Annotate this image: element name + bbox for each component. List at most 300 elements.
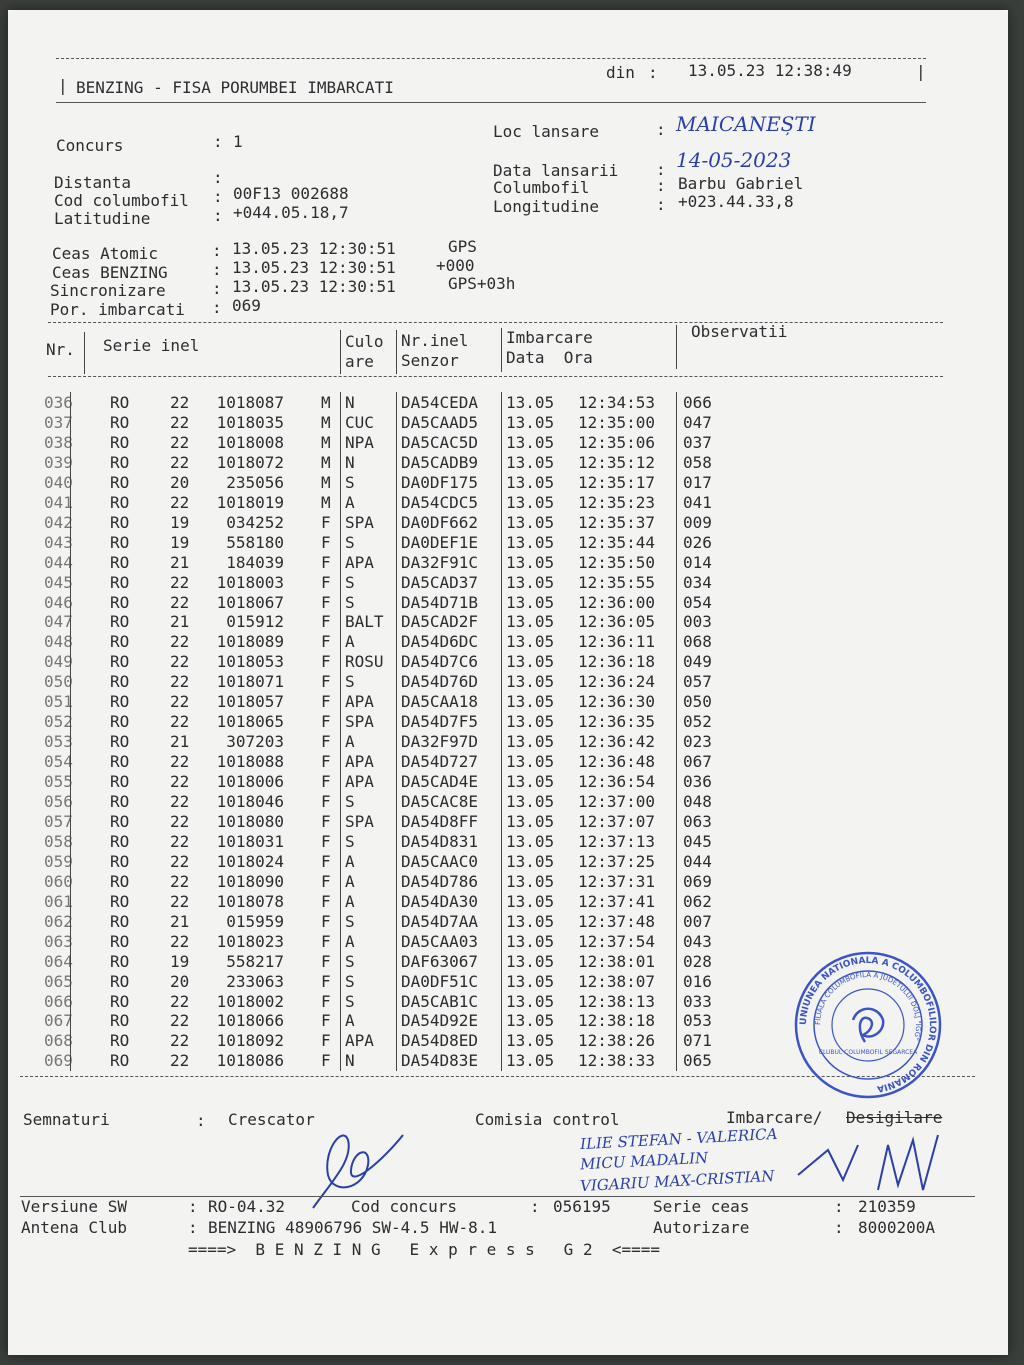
column-rule xyxy=(396,771,397,792)
column-rule xyxy=(676,951,677,972)
column-rule xyxy=(676,931,677,952)
column-rule xyxy=(340,1030,341,1051)
cell-sex: M xyxy=(321,432,331,452)
column-rule xyxy=(396,711,397,732)
cell-inel: 1018089 xyxy=(216,632,284,652)
columbofil-colon: : xyxy=(656,176,666,195)
column-rule xyxy=(501,631,502,652)
cell-inel: 1018008 xyxy=(216,432,284,452)
column-rule xyxy=(676,452,677,473)
column-rule xyxy=(70,871,71,892)
table-row xyxy=(8,692,1008,712)
column-rule xyxy=(396,751,397,772)
column-rule xyxy=(340,552,341,573)
column-rule xyxy=(501,532,502,553)
cell-senzor: DA5CAD4E xyxy=(401,772,479,792)
handwritten-name-3: VIGARIU MAX-CRISTIAN xyxy=(579,1166,775,1196)
cell-ora: 12:37:25 xyxy=(578,851,656,871)
commission-signatures xyxy=(788,1130,948,1200)
column-rule xyxy=(676,711,677,732)
cell-inel: 1018072 xyxy=(216,452,284,472)
cell-culoare: S xyxy=(345,951,355,971)
crescator-label: Crescator xyxy=(228,1110,315,1129)
column-rule xyxy=(501,731,502,752)
cell-inel: 1018066 xyxy=(216,1011,284,1031)
table-row xyxy=(8,732,1008,752)
cell-an: 22 xyxy=(170,752,190,772)
cell-ora: 12:36:35 xyxy=(578,712,656,732)
cell-data: 13.05 xyxy=(506,792,555,811)
loc-lansare-label: Loc lansare xyxy=(493,122,599,141)
cell-sex: F xyxy=(321,592,331,612)
column-rule xyxy=(501,711,502,732)
column-rule xyxy=(676,1050,677,1071)
column-rule xyxy=(501,1010,502,1031)
column-rule xyxy=(70,831,71,852)
cell-data: 13.05 xyxy=(506,971,555,991)
cell-sex: F xyxy=(321,772,331,792)
cell-tara: RO xyxy=(110,1031,130,1051)
cell-observatii: 016 xyxy=(683,971,712,991)
cell-observatii: 047 xyxy=(683,412,712,432)
column-rule xyxy=(70,1050,71,1071)
cell-inel: 1018024 xyxy=(216,851,284,871)
cell-senzor: DA0DF175 xyxy=(401,472,479,492)
cell-ora: 12:36:05 xyxy=(578,612,656,632)
cell-data: 13.05 xyxy=(506,592,555,612)
column-rule xyxy=(501,572,502,593)
header-left-bar: | xyxy=(58,76,68,95)
top-dashed-line xyxy=(56,58,926,59)
cell-inel: 1018023 xyxy=(216,931,284,951)
cell-tara: RO xyxy=(110,632,130,652)
cell-data: 13.05 xyxy=(506,991,555,1011)
cell-senzor: DA5CAD2F xyxy=(401,612,479,632)
cell-culoare: APA xyxy=(345,692,374,712)
distanta-colon: : xyxy=(213,168,223,187)
cell-culoare: N xyxy=(345,452,355,472)
column-rule xyxy=(70,392,71,413)
column-rule xyxy=(70,492,71,513)
cell-ora: 12:35:44 xyxy=(578,532,656,552)
latitudine-label: Latitudine xyxy=(54,209,151,228)
column-rule xyxy=(676,991,677,1012)
cell-sex: F xyxy=(321,552,331,572)
cell-culoare: S xyxy=(345,532,355,552)
comisia-control-label: Comisia control xyxy=(475,1110,620,1129)
column-rule xyxy=(676,811,677,832)
cell-nr: 048 xyxy=(44,632,73,652)
cell-culoare: S xyxy=(345,991,355,1011)
cell-nr: 063 xyxy=(44,931,73,951)
document-page xyxy=(8,10,1008,1355)
column-rule xyxy=(396,811,397,832)
column-rule xyxy=(340,1010,341,1031)
cell-sex: F xyxy=(321,811,331,831)
cell-an: 19 xyxy=(170,512,190,532)
cell-sex: M xyxy=(321,492,331,512)
cell-nr: 060 xyxy=(44,871,73,891)
cell-an: 22 xyxy=(170,1011,190,1031)
club-stamp xyxy=(793,950,943,1100)
cell-observatii: 065 xyxy=(683,1051,712,1071)
column-rule xyxy=(676,512,677,533)
cell-sex: F xyxy=(321,1031,331,1051)
cell-inel: 1018092 xyxy=(216,1031,284,1051)
cell-nr: 039 xyxy=(44,452,73,472)
cell-an: 22 xyxy=(170,592,190,612)
serie-ceas-value: 210359 xyxy=(858,1197,916,1216)
cell-culoare: N xyxy=(345,393,355,412)
cell-ora: 12:35:06 xyxy=(578,432,656,452)
column-rule xyxy=(70,592,71,613)
cell-ora: 12:35:17 xyxy=(578,472,656,492)
table-top-dashed-line xyxy=(48,322,943,323)
column-rule xyxy=(70,951,71,972)
cell-senzor: DA54D7AA xyxy=(401,911,479,931)
column-rule xyxy=(501,871,502,892)
cell-tara: RO xyxy=(110,572,130,592)
cell-sex: F xyxy=(321,692,331,712)
cell-data: 13.05 xyxy=(506,472,555,492)
col-header-imbarcare-1: Imbarcare xyxy=(506,328,593,347)
cell-observatii: 036 xyxy=(683,772,712,792)
cell-data: 13.05 xyxy=(506,692,555,712)
cell-ora: 12:36:00 xyxy=(578,592,656,612)
cell-culoare: S xyxy=(345,831,355,851)
cell-culoare: APA xyxy=(345,772,374,792)
stamp-inner-text: FILIALA COLUMBOFILA A JUDETULUI DOLJ "IGG" xyxy=(813,970,923,1042)
column-rule xyxy=(340,711,341,732)
cell-senzor: DA5CAC5D xyxy=(401,432,479,452)
column-rule xyxy=(676,851,677,872)
sincronizare-value: 13.05.23 12:30:51 xyxy=(232,277,396,296)
cell-data: 13.05 xyxy=(506,672,555,692)
cell-observatii: 062 xyxy=(683,891,712,911)
header-colon: : xyxy=(648,63,658,82)
table-row xyxy=(8,593,1008,613)
cell-observatii: 069 xyxy=(683,871,712,891)
column-rule xyxy=(396,412,397,433)
cell-senzor: DA54D92E xyxy=(401,1011,479,1031)
table-row xyxy=(8,632,1008,652)
ceas-benzing-label: Ceas BENZING xyxy=(52,263,168,282)
cell-observatii: 054 xyxy=(683,592,712,612)
column-rule xyxy=(501,1030,502,1051)
cell-culoare: NPA xyxy=(345,432,374,452)
table-row xyxy=(8,393,1008,413)
cell-ora: 12:36:30 xyxy=(578,692,656,712)
column-rule xyxy=(396,552,397,573)
cell-an: 22 xyxy=(170,692,190,712)
imbarcare-label: Imbarcare/ xyxy=(726,1108,823,1127)
column-rule xyxy=(396,432,397,453)
cell-nr: 053 xyxy=(44,732,73,752)
column-rule xyxy=(70,731,71,752)
cell-sex: F xyxy=(321,732,331,752)
cell-nr: 043 xyxy=(44,532,73,552)
cell-an: 21 xyxy=(170,732,190,752)
column-rule xyxy=(676,572,677,593)
cell-observatii: 048 xyxy=(683,792,712,811)
column-rule xyxy=(501,512,502,533)
cell-tara: RO xyxy=(110,652,130,672)
column-rule xyxy=(340,492,341,513)
column-rule xyxy=(501,611,502,632)
column-rule xyxy=(340,631,341,652)
column-rule xyxy=(501,851,502,872)
column-rule xyxy=(501,991,502,1012)
column-rule xyxy=(70,432,71,453)
column-rule xyxy=(396,911,397,932)
cell-sex: F xyxy=(321,971,331,991)
cell-data: 13.05 xyxy=(506,632,555,652)
handwritten-name-1: ILIE STEFAN - VALERICA xyxy=(579,1124,778,1154)
cell-culoare: SPA xyxy=(345,512,374,532)
cell-tara: RO xyxy=(110,851,130,871)
cell-nr: 062 xyxy=(44,911,73,931)
ceas-benzing-extra: +000 xyxy=(436,256,475,275)
cell-nr: 036 xyxy=(44,393,73,412)
column-rule xyxy=(340,811,341,832)
cell-senzor: DA5CAAD5 xyxy=(401,412,479,432)
cell-an: 22 xyxy=(170,871,190,891)
cell-nr: 069 xyxy=(44,1051,73,1071)
cell-observatii: 067 xyxy=(683,752,712,772)
cell-observatii: 053 xyxy=(683,1011,712,1031)
cell-sex: F xyxy=(321,572,331,592)
cell-inel: 1018035 xyxy=(216,412,284,432)
column-rule xyxy=(501,671,502,692)
cell-sex: F xyxy=(321,672,331,692)
table-row xyxy=(8,513,1008,533)
header-divider xyxy=(84,332,85,374)
cell-sex: M xyxy=(321,393,331,412)
table-row xyxy=(8,612,1008,632)
cell-nr: 058 xyxy=(44,831,73,851)
column-rule xyxy=(501,951,502,972)
column-rule xyxy=(396,951,397,972)
header-bottom-dashed-line xyxy=(48,376,943,377)
cell-ora: 12:36:18 xyxy=(578,652,656,672)
cell-sex: F xyxy=(321,512,331,532)
cell-an: 22 xyxy=(170,572,190,592)
cell-sex: F xyxy=(321,1011,331,1031)
column-rule xyxy=(70,911,71,932)
cell-senzor: DA54D727 xyxy=(401,752,479,772)
cell-senzor: DA54D71B xyxy=(401,592,479,612)
cell-inel: 1018088 xyxy=(216,752,284,772)
cell-inel: 1018046 xyxy=(216,792,284,811)
cell-observatii: 003 xyxy=(683,612,712,632)
header-right-bar: | xyxy=(916,62,926,81)
cell-nr: 068 xyxy=(44,1031,73,1051)
cell-senzor: DA0DF662 xyxy=(401,512,479,532)
cell-senzor: DA5CAAC0 xyxy=(401,851,479,871)
cell-inel: 1018053 xyxy=(216,652,284,672)
cell-an: 20 xyxy=(170,472,190,492)
cell-culoare: S xyxy=(345,572,355,592)
cell-nr: 065 xyxy=(44,971,73,991)
latitudine-value: +044.05.18,7 xyxy=(233,203,349,222)
cell-nr: 047 xyxy=(44,612,73,632)
column-rule xyxy=(70,452,71,473)
cell-tara: RO xyxy=(110,752,130,772)
column-rule xyxy=(676,432,677,453)
cell-senzor: DA54D8ED xyxy=(401,1031,479,1051)
cell-observatii: 037 xyxy=(683,432,712,452)
cell-data: 13.05 xyxy=(506,452,555,472)
cod-columbofil-label: Cod columbofil xyxy=(54,191,189,210)
column-rule xyxy=(70,552,71,573)
cell-sex: M xyxy=(321,452,331,472)
cell-inel: 558180 xyxy=(226,532,284,552)
cell-ora: 12:37:54 xyxy=(578,931,656,951)
column-rule xyxy=(70,631,71,652)
cell-nr: 064 xyxy=(44,951,73,971)
column-rule xyxy=(396,691,397,712)
por-imbarcati-value: 069 xyxy=(232,296,261,315)
column-rule xyxy=(70,472,71,493)
column-rule xyxy=(676,651,677,672)
cell-senzor: DA0DF51C xyxy=(401,971,479,991)
column-rule xyxy=(396,532,397,553)
cell-senzor: DA54DA30 xyxy=(401,891,479,911)
cell-tara: RO xyxy=(110,732,130,752)
column-rule xyxy=(676,891,677,912)
cell-data: 13.05 xyxy=(506,432,555,452)
cell-sex: F xyxy=(321,652,331,672)
cell-observatii: 071 xyxy=(683,1031,712,1051)
concurs-value: 1 xyxy=(233,132,243,151)
table-row xyxy=(8,453,1008,473)
cell-culoare: A xyxy=(345,732,355,752)
cell-an: 22 xyxy=(170,452,190,472)
cell-ora: 12:37:48 xyxy=(578,911,656,931)
cell-tara: RO xyxy=(110,592,130,612)
cell-tara: RO xyxy=(110,1051,130,1071)
cell-inel: 233063 xyxy=(226,971,284,991)
column-rule xyxy=(340,532,341,553)
cell-data: 13.05 xyxy=(506,951,555,971)
column-rule xyxy=(340,911,341,932)
cell-senzor: DA54D6DC xyxy=(401,632,479,652)
cell-inel: 184039 xyxy=(226,552,284,572)
cell-tara: RO xyxy=(110,432,130,452)
cell-observatii: 044 xyxy=(683,851,712,871)
cell-ora: 12:35:23 xyxy=(578,492,656,512)
column-rule xyxy=(70,1010,71,1031)
cell-sex: F xyxy=(321,1051,331,1071)
loc-colon: : xyxy=(656,120,666,139)
cell-culoare: A xyxy=(345,1011,355,1031)
table-row xyxy=(8,852,1008,872)
cell-an: 22 xyxy=(170,712,190,732)
column-rule xyxy=(676,911,677,932)
column-rule xyxy=(70,991,71,1012)
column-rule xyxy=(340,472,341,493)
cell-culoare: APA xyxy=(345,752,374,772)
cell-senzor: DA5CAA18 xyxy=(401,692,479,712)
cell-tara: RO xyxy=(110,911,130,931)
column-rule xyxy=(501,472,502,493)
cell-an: 22 xyxy=(170,412,190,432)
header-divider xyxy=(396,330,397,374)
cell-an: 22 xyxy=(170,792,190,811)
cell-ora: 12:35:12 xyxy=(578,452,656,472)
cell-data: 13.05 xyxy=(506,612,555,632)
column-rule xyxy=(70,691,71,712)
column-rule xyxy=(340,791,341,812)
cell-culoare: S xyxy=(345,911,355,931)
table-row xyxy=(8,772,1008,792)
cell-sex: F xyxy=(321,871,331,891)
cell-senzor: DA54D7F5 xyxy=(401,712,479,732)
column-rule xyxy=(396,991,397,1012)
cod-columbofil-value: 00F13 002688 xyxy=(233,184,349,203)
column-rule xyxy=(501,811,502,832)
cell-inel: 015959 xyxy=(226,911,284,931)
cell-culoare: A xyxy=(345,492,355,512)
column-rule xyxy=(340,851,341,872)
cell-ora: 12:37:00 xyxy=(578,792,656,811)
column-rule xyxy=(396,392,397,413)
cell-culoare: CUC xyxy=(345,412,374,432)
column-rule xyxy=(396,651,397,672)
table-row xyxy=(8,473,1008,493)
cell-nr: 045 xyxy=(44,572,73,592)
header-divider xyxy=(501,328,502,372)
cell-inel: 1018087 xyxy=(216,393,284,412)
table-row xyxy=(8,812,1008,832)
cell-an: 22 xyxy=(170,931,190,951)
cell-an: 22 xyxy=(170,652,190,672)
cell-inel: 558217 xyxy=(226,951,284,971)
distanta-label: Distanta xyxy=(54,173,132,192)
cell-ora: 12:34:53 xyxy=(578,393,656,412)
cell-senzor: DA54CDC5 xyxy=(401,492,479,512)
antena-colon: : xyxy=(188,1218,198,1237)
cell-sex: F xyxy=(321,931,331,951)
cell-ora: 12:35:00 xyxy=(578,412,656,432)
column-rule xyxy=(396,931,397,952)
cell-nr: 061 xyxy=(44,891,73,911)
cell-observatii: 052 xyxy=(683,712,712,732)
cell-tara: RO xyxy=(110,512,130,532)
lat-colon: : xyxy=(213,206,223,225)
col-header-culoare-1: Culo xyxy=(345,332,384,351)
cell-inel: 1018086 xyxy=(216,1051,284,1071)
column-rule xyxy=(501,691,502,712)
cell-senzor: DA54D786 xyxy=(401,871,479,891)
column-rule xyxy=(676,831,677,852)
column-rule xyxy=(396,871,397,892)
cell-observatii: 014 xyxy=(683,552,712,572)
cell-inel: 1018078 xyxy=(216,891,284,911)
column-rule xyxy=(70,572,71,593)
column-rule xyxy=(676,492,677,513)
din-label: din xyxy=(606,63,635,82)
table-row xyxy=(8,712,1008,732)
cell-culoare: SPA xyxy=(345,811,374,831)
column-rule xyxy=(70,611,71,632)
cell-inel: 235056 xyxy=(226,472,284,492)
table-row xyxy=(8,533,1008,553)
column-rule xyxy=(676,592,677,613)
cell-an: 21 xyxy=(170,612,190,632)
column-rule xyxy=(676,1010,677,1031)
column-rule xyxy=(70,811,71,832)
